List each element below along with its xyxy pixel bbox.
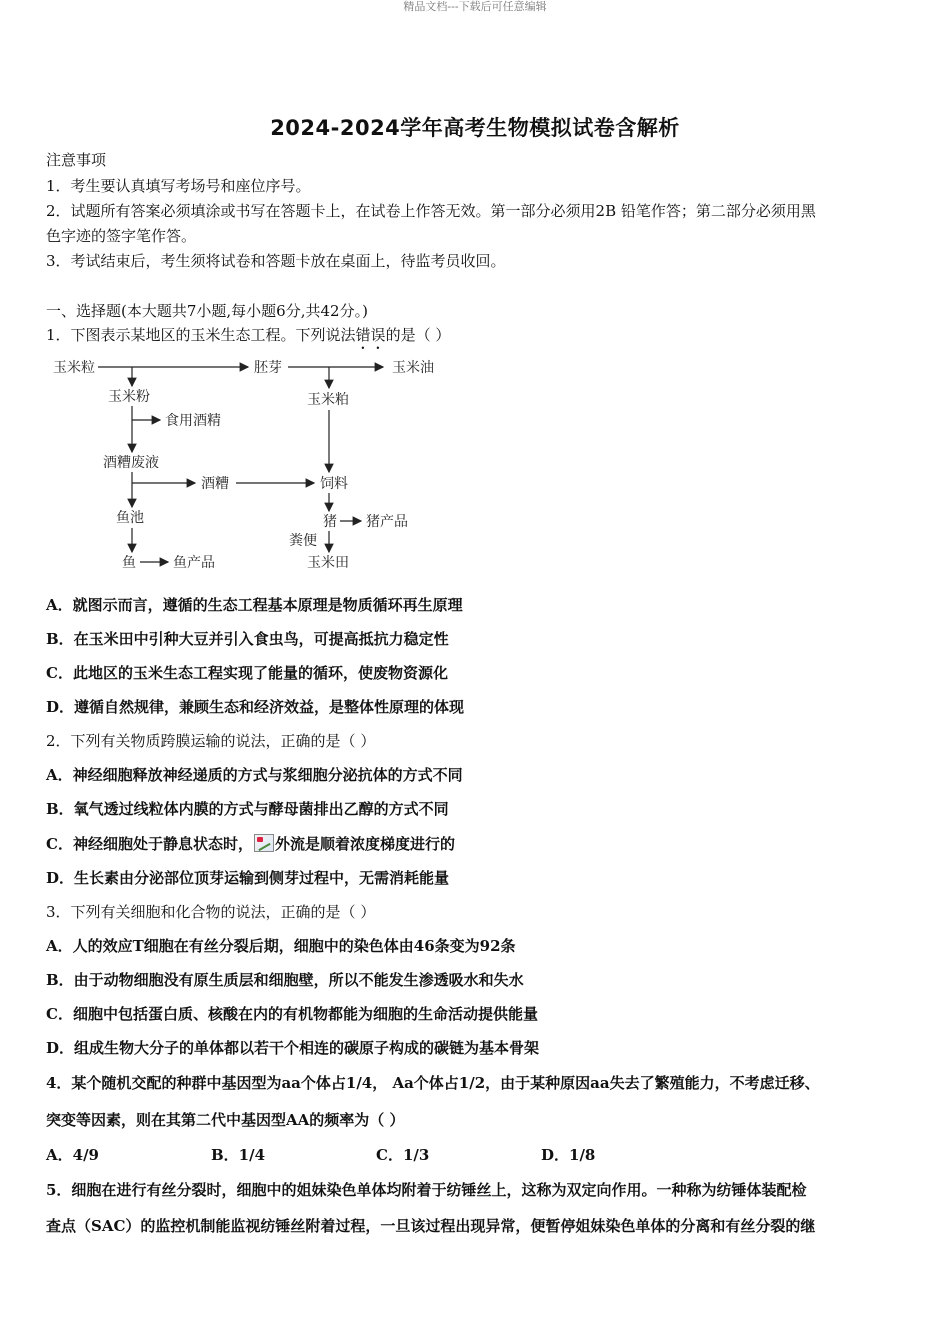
- q4-choice-d: D．1/8: [541, 1146, 596, 1164]
- corn-ecology-diagram: [40, 350, 460, 580]
- q1-stem-emphasis: 错误: [355, 326, 386, 344]
- node-jiuzaofeiye: 酒糟废液: [103, 455, 159, 471]
- q2-option-c-part-a: C．神经细胞处于静息状态时，: [46, 835, 253, 853]
- broken-image-icon: [254, 834, 274, 852]
- q2-option-b: B．氧气透过线粒体内膜的方式与酵母菌排出乙醇的方式不同: [46, 800, 449, 818]
- q4-stem-line2: 突变等因素，则在其第二代中基因型AA的频率为（ ）: [46, 1111, 405, 1129]
- node-yumiyou: 玉米油: [392, 360, 434, 376]
- node-zhu: 猪: [323, 514, 337, 530]
- q1-option-d: D．遵循自然规律，兼顾生态和经济效益，是整体性原理的体现: [46, 698, 465, 716]
- q2-option-a: A．神经细胞释放神经递质的方式与浆细胞分泌抗体的方式不同: [46, 766, 463, 784]
- q3-option-b: B．由于动物细胞没有原生质层和细胞壁，所以不能发生渗透吸水和失水: [46, 971, 524, 989]
- node-yuchi: 鱼池: [116, 510, 144, 526]
- q4-choice-a: A．4/9: [46, 1146, 99, 1164]
- page-title: 2024-2024学年高考生物模拟试卷含解析: [270, 116, 680, 140]
- q1-option-a: A．就图示而言，遵循的生态工程基本原理是物质循环再生原理: [46, 596, 463, 614]
- q3-option-d: D．组成生物大分子的单体都以若干个相连的碳原子构成的碳链为基本骨架: [46, 1039, 540, 1057]
- q4-choices: [46, 1145, 906, 1165]
- q3-option-c: C．细胞中包括蛋白质、核酸在内的有机物都能为细胞的生命活动提供能量: [46, 1005, 538, 1023]
- node-yumipo: 玉米粕: [307, 392, 349, 408]
- q4-choice-b: B．1/4: [211, 1146, 266, 1164]
- q2-option-c-part-b: 外流是顺着浓度梯度进行的: [274, 835, 455, 853]
- q3-option-a: A．人的效应T细胞在有丝分裂后期，细胞中的染色体由46条变为92条: [46, 937, 516, 955]
- q1-stem-part-b: 的是（ ）: [385, 326, 451, 344]
- notice-item-3: 3．考试结束后，考生须将试卷和答题卡放在桌面上，待监考员收回。: [46, 252, 506, 270]
- q4-choice-c: C．1/3: [376, 1146, 430, 1164]
- q1-stem-part-a: 1．下图表示某地区的玉米生态工程。下列说法: [46, 326, 356, 344]
- node-zhuchanpin: 猪产品: [366, 514, 408, 530]
- q2-stem: 2．下列有关物质跨膜运输的说法，正确的是（ ）: [46, 732, 376, 750]
- q5-stem-line1: 5．细胞在进行有丝分裂时，细胞中的姐妹染色单体均附着于纺锤丝上，这称为双定向作用。一种称为纺锤体装配检: [46, 1181, 807, 1199]
- node-yuchanpin: 鱼产品: [173, 555, 215, 571]
- watermark: 精品文档---下载后可任意编辑: [403, 0, 547, 13]
- notice-heading: 注意事项: [46, 151, 107, 169]
- q4-stem-line1: 4．某个随机交配的种群中基因型为aa个体占1/4， Aa个体占1/2，由于某种原因aa失去了繁殖能力，不考虑迁移、: [46, 1074, 820, 1092]
- node-jiuzao: 酒糟: [201, 476, 229, 492]
- notice-item-2: 2．试题所有答案必须填涂或书写在答题卡上，在试卷上作答无效。第一部分必须用2B 铅笔作答；第二部分必须用黑: [46, 202, 816, 220]
- node-yumitian: 玉米田: [307, 555, 349, 571]
- node-peiya: 胚芽: [254, 360, 282, 376]
- section-heading: 一、选择题(本大题共7小题,每小题6分,共42分。): [46, 302, 368, 320]
- node-yumili: 玉米粒: [53, 360, 95, 376]
- q3-stem: 3．下列有关细胞和化合物的说法，正确的是（ ）: [46, 903, 376, 921]
- q2-option-d: D．生长素由分泌部位顶芽运输到侧芽过程中，无需消耗能量: [46, 869, 450, 887]
- q5-stem-line2: 查点（SAC）的监控机制能监视纺锤丝附着过程，一旦该过程出现异常，便暂停姐妹染色单体的分离和有丝分裂的继: [46, 1217, 816, 1235]
- notice-item-1: 1．考生要认真填写考场号和座位序号。: [46, 177, 311, 195]
- notice-item-2-cont: 色字迹的签字笔作答。: [46, 227, 197, 245]
- node-yumifen: 玉米粉: [108, 389, 150, 405]
- q1-option-b: B．在玉米田中引种大豆并引入食虫鸟，可提高抵抗力稳定性: [46, 630, 449, 648]
- node-yu: 鱼: [122, 555, 136, 571]
- q2-option-c: [46, 834, 906, 854]
- node-shiyongjiujing: 食用酒精: [165, 413, 221, 429]
- q1-option-c: C．此地区的玉米生态工程实现了能量的循环，使废物资源化: [46, 664, 448, 682]
- q1-stem: [46, 325, 906, 353]
- node-siliao: 饲料: [320, 476, 348, 492]
- node-fenbian: 粪便: [289, 533, 317, 549]
